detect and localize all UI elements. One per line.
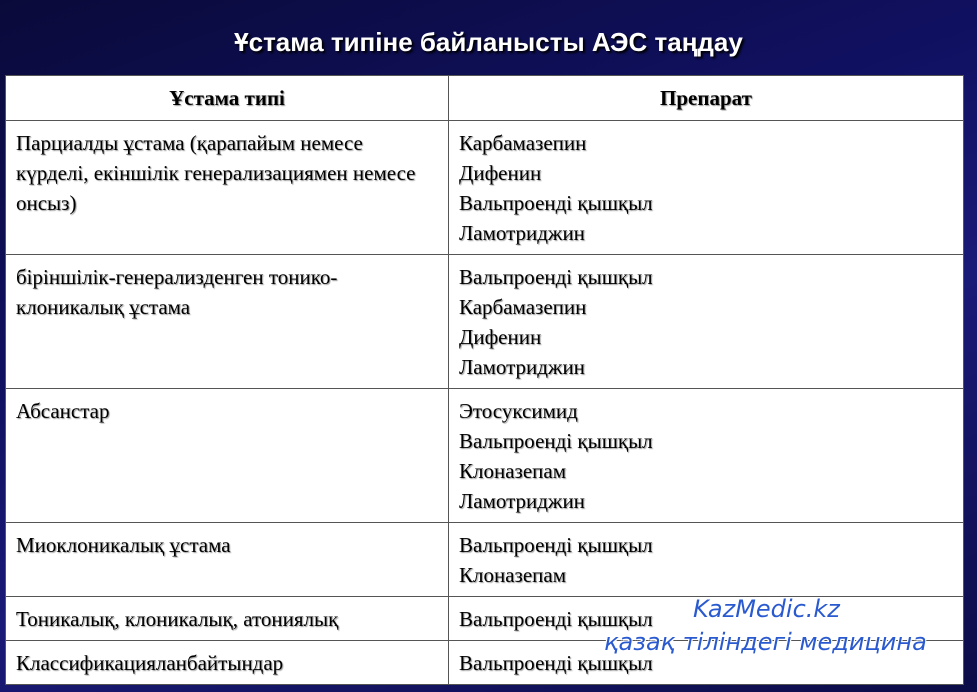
drug-list-cell bbox=[449, 641, 964, 685]
seizure-type-cell: Миоклоникалық ұстама bbox=[6, 523, 449, 597]
drug-item: Ламотриджин bbox=[459, 355, 585, 379]
drug-list-cell bbox=[449, 389, 964, 523]
drug-item: Вальпроенді қышқыл bbox=[459, 265, 653, 289]
drug-item: Вальпроенді қышқыл bbox=[459, 191, 653, 215]
drug-item: Карбамазепин bbox=[459, 295, 587, 319]
drug-item: Вальпроенді қышқыл bbox=[459, 429, 653, 453]
drug-list-cell bbox=[449, 523, 964, 597]
drug-item: Карбамазепин bbox=[459, 131, 587, 155]
drug-item: Этосуксимид bbox=[459, 399, 578, 423]
table-row bbox=[6, 523, 964, 597]
table-header-row bbox=[6, 76, 964, 121]
table-row bbox=[6, 255, 964, 389]
slide-title: Ұстама типіне байланысты АЭС таңдау bbox=[234, 27, 743, 57]
drug-item: Клоназепам bbox=[459, 459, 567, 483]
header-seizure-type: Ұстама типі bbox=[6, 76, 449, 121]
drug-item: Клоназепам bbox=[459, 563, 567, 587]
seizure-type-cell: Тоникалық, клоникалық, атониялық bbox=[6, 597, 449, 641]
watermark-tagline: қазақ тіліндегі медицина bbox=[604, 628, 927, 656]
drug-item: Вальпроенді қышқыл bbox=[459, 607, 653, 631]
seizure-type-cell: Парциалды ұстама (қарапайым немесе күрделі, екіншілік генерализациямен немесе онсыз) bbox=[6, 121, 449, 255]
seizure-drug-table bbox=[5, 75, 964, 685]
table-row bbox=[6, 597, 964, 641]
table-row bbox=[6, 641, 964, 685]
table-row bbox=[6, 389, 964, 523]
drug-list-cell bbox=[449, 597, 964, 641]
drug-list-cell bbox=[449, 121, 964, 255]
seizure-type-cell: біріншілік-генерализденген тонико-клоникалық ұстама bbox=[6, 255, 449, 389]
seizure-type-cell: Классификацияланбайтындар bbox=[6, 641, 449, 685]
drug-list-cell bbox=[449, 255, 964, 389]
drug-item: Ламотриджин bbox=[459, 221, 585, 245]
header-drug: Препарат bbox=[449, 76, 964, 121]
seizure-type-cell: Абсанстар bbox=[6, 389, 449, 523]
watermark-site: KazMedic.kz bbox=[693, 595, 840, 623]
drug-item: Вальпроенді қышқыл bbox=[459, 533, 653, 557]
drug-item: Дифенин bbox=[459, 325, 542, 349]
drug-item: Дифенин bbox=[459, 161, 542, 185]
drug-item: Вальпроенді қышқыл bbox=[459, 651, 653, 675]
drug-item: Ламотриджин bbox=[459, 489, 585, 513]
table-row bbox=[6, 121, 964, 255]
